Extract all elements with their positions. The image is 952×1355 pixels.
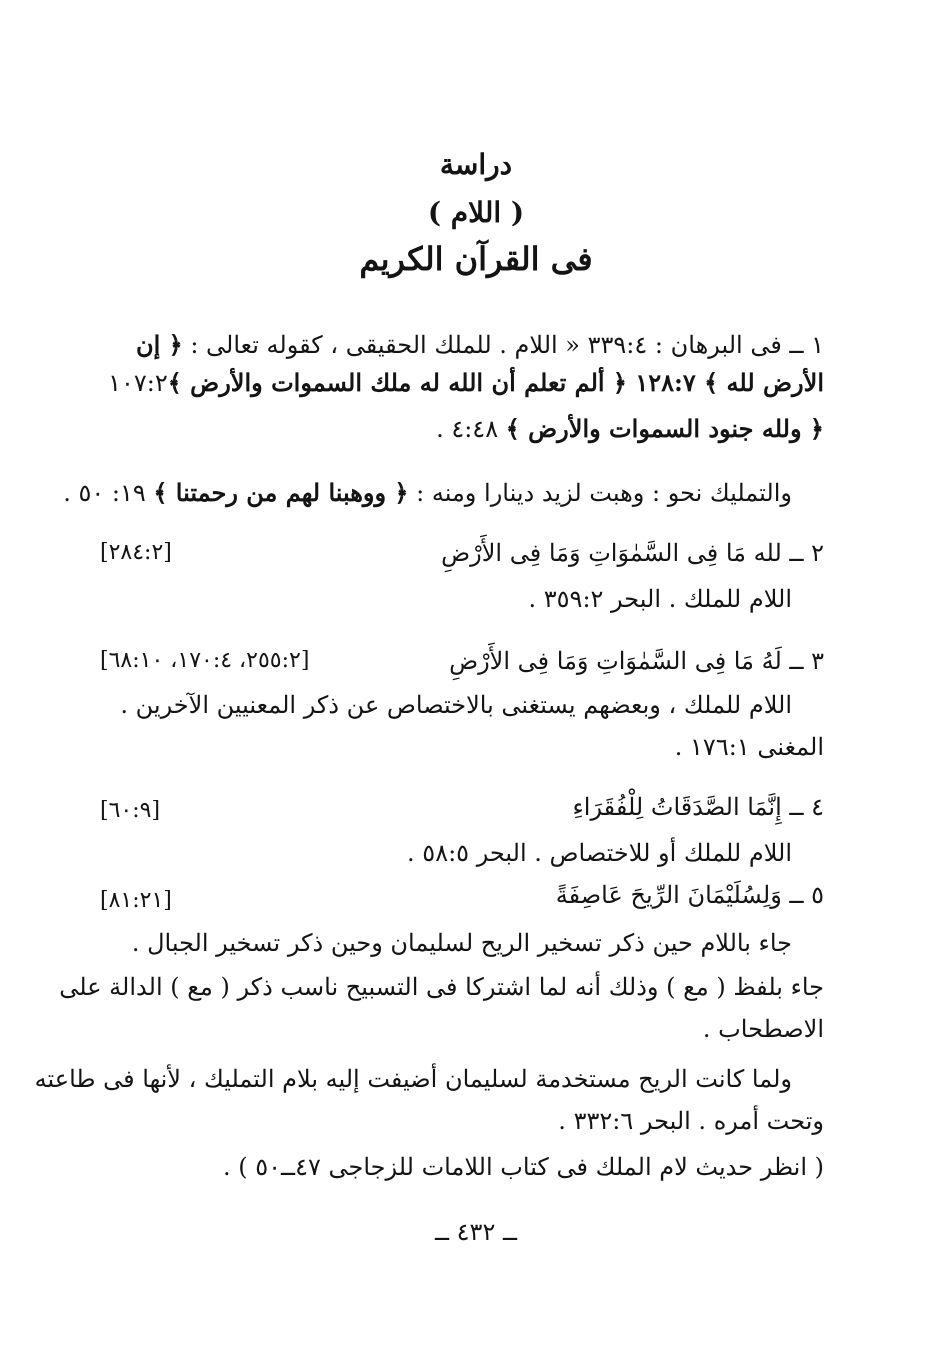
p1-line-1-text: ١ ــ فى البرهان : ٣٣٩:٤ « اللام . للملك الحقيقى ، كقوله تعالى : [182, 331, 824, 359]
p1-line-2-verse: ﴿ ألم تعلم أن الله له ملك السموات والأرض ﴾ [167, 368, 627, 397]
entry-5-note-5: وتحت أمره . البحر ٣٣٢:٦ . [558, 1107, 824, 1135]
entry-5-verse: ٥ ــ وَلِسُلَيْمَانَ الرِّيحَ عَاصِفَةً [555, 881, 824, 909]
entry-3-note-1: اللام للملك ، وبعضهم يستغنى بالاختصاص عن ذكر المعنيين الآخرين . [120, 691, 792, 719]
entry-4-note: اللام للملك أو للاختصاص . البحر ٥٨:٥ . [407, 839, 792, 867]
p2-verse: ﴿ ووهبنا لهم من رحمتنا ﴾ [153, 478, 409, 507]
entry-5-note-4: ولما كانت الريح مستخدمة لسليمان أضيفت إليه بلام التمليك ، لأنها فى طاعته [34, 1065, 792, 1093]
entry-2-ref: [٢٨٤:٢] [100, 540, 172, 565]
entry-2-verse: ٢ ــ لله مَا فِى السَّمٰوَاتِ وَمَا فِى الأَرْضِ [441, 539, 824, 567]
page-number: ــ ٤٣٢ ــ [434, 1218, 518, 1246]
title-line-2: ( اللام ) [427, 196, 525, 229]
p1-line-1-verse: ﴿ إن [135, 330, 183, 359]
p2-line [63, 476, 792, 510]
entry-3-note-2: المغنى ١٧٦:١ . [674, 733, 824, 761]
p1-line-3 [100, 412, 824, 446]
entry-4-ref: [٦٠:٩] [100, 798, 161, 823]
p1-line-2-text: الأرض لله ﴾ ١٢٨:٧ [627, 368, 824, 397]
title-line-1: دراسة [439, 148, 513, 181]
p1-line-2 [100, 366, 824, 400]
entry-3-ref: [٢٥٥:٢، ١٧٠:٤، ٦٨:١٠] [100, 648, 310, 673]
p1-line-3-ref: ٤:٤٨ . [436, 415, 506, 443]
p2-text: والتمليك نحو : وهبت لزيد دينارا ومنه : [408, 479, 792, 507]
p1-line-3-verse: ﴿ ولله جنود السموات والأرض ﴾ [505, 414, 824, 443]
entry-5-note-2: جاء بلفظ ( مع ) وذلك أنه لما اشتركا فى التسبيح ناسب ذكر ( مع ) الدالة على [59, 973, 824, 1001]
entry-2-note: اللام للملك . البحر ٣٥٩:٢ . [528, 585, 792, 613]
entry-5-note-1: جاء باللام حين ذكر تسخير الريح لسليمان وحين ذكر تسخير الجبال . [131, 929, 792, 957]
entry-5-ref: [٨١:٢١] [100, 888, 172, 913]
entry-4-verse: ٤ ــ إِنَّمَا الصَّدَقَاتُ لِلْفُقَرَاءِ [572, 793, 824, 821]
entry-3-verse: ٣ ــ لَهُ مَا فِى السَّمٰوَاتِ وَمَا فِى الأَرْضِ [449, 647, 824, 675]
p1-line-1 [100, 328, 824, 362]
entry-5-note-6: ( انظر حديث لام الملك فى كتاب اللامات للزجاجى ٤٧ــ٥٠ ) . [222, 1153, 824, 1181]
title-line-3: فى القرآن الكريم [359, 240, 593, 278]
entry-5-note-3: الاصطحاب . [702, 1015, 824, 1043]
p2-ref: ١٩: ٥٠ . [63, 479, 154, 507]
p1-line-2-ref: ١٠٧:٢ [108, 369, 168, 397]
